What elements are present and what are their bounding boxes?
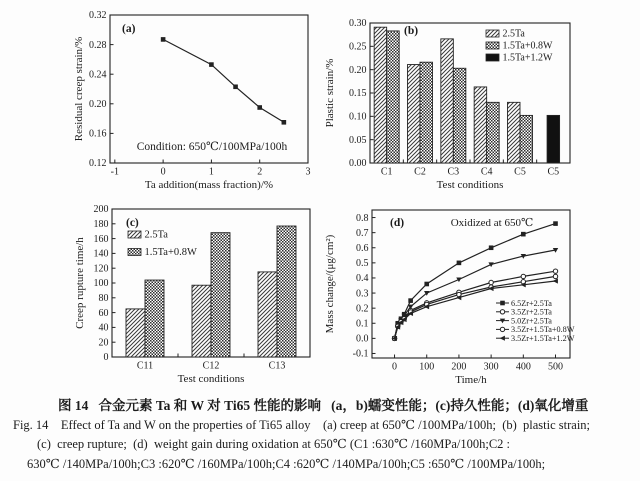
x-tick-label: 100 (419, 361, 435, 373)
x-tick-label: 0 (160, 166, 166, 178)
bar-C5-1.5Ta+1.2W (547, 115, 560, 163)
y-axis-label: Residual creep strain/% (73, 36, 85, 142)
figure-caption (0, 396, 640, 474)
circle-marker (553, 269, 557, 273)
x-category-label: C5 (514, 166, 526, 178)
legend-label: 6.5Zr+2.5Ta (511, 298, 552, 308)
x-axis-label: Ta addition(mass fraction)/% (144, 179, 274, 191)
y-tick-label: 0.20 (349, 64, 367, 76)
x-category-label: C12 (202, 360, 220, 372)
x-tick-label: 1 (208, 166, 214, 178)
bar-C4-1.5Ta+0.8W (487, 102, 500, 163)
square-marker (257, 105, 262, 110)
square-marker (233, 84, 238, 89)
x-category-label: C5 (547, 166, 560, 178)
y-tick-label: 0 (103, 352, 109, 364)
legend-swatch-1.5Ta+0.8W (486, 42, 499, 49)
x-category-label: C2 (414, 166, 426, 178)
y-tick-label: 0.4 (356, 273, 369, 285)
y-tick-label: 0.12 (89, 158, 107, 170)
chart-panel-c-creep-rupture (0, 196, 320, 392)
y-tick-label: -0.1 (352, 348, 369, 360)
y-tick-label: 0.10 (349, 111, 367, 123)
square-marker (408, 298, 413, 303)
y-tick-label: 180 (93, 219, 109, 230)
y-tick-label: 0.24 (89, 69, 107, 81)
legend-swatch-1.5Ta+0.8W (128, 249, 141, 256)
bar-C12-1.5Ta+0.8W (211, 233, 230, 357)
circle-marker (500, 327, 504, 331)
y-tick-label: 80 (98, 293, 109, 304)
x-category-label: C3 (447, 166, 460, 178)
panel-label-a: (a) (122, 23, 136, 35)
bar-C4-2.5Ta (474, 87, 487, 163)
y-tick-label: 100 (93, 278, 109, 290)
y-tick-label: 0.6 (356, 242, 369, 254)
y-tick-label: 200 (93, 204, 109, 216)
legend-label: 2.5Ta (144, 229, 168, 241)
y-tick-label: 0.1 (356, 318, 369, 330)
y-tick-label: 0.15 (349, 88, 367, 100)
annotation-d: Oxidized at 650℃ (450, 217, 534, 229)
legend-label: 3.5Zr+1.5Ta+0.8W (511, 325, 575, 335)
circle-marker (521, 274, 525, 278)
chart-svg-b (320, 0, 640, 196)
x-category-label: C1 (380, 166, 393, 178)
y-tick-label: 0.16 (89, 128, 107, 140)
square-marker (209, 62, 214, 67)
y-tick-label: 120 (93, 263, 109, 275)
legend-label: 3.5Zr+1.5Ta+1.2W (511, 334, 575, 343)
x-axis-label: Test conditions (177, 373, 245, 385)
y-tick-label: 40 (98, 322, 109, 334)
legend-label: 2.5Ta (502, 28, 525, 40)
bar-C11-2.5Ta (126, 309, 145, 357)
bar-C13-1.5Ta+0.8W (277, 226, 296, 357)
square-marker (161, 37, 166, 42)
legend-swatch-1.5Ta+1.2W (486, 54, 499, 61)
chart-panel-b-plastic-strain (320, 0, 640, 196)
square-marker (500, 301, 505, 306)
y-tick-label: 0.3 (356, 288, 369, 300)
chart-svg-d (320, 196, 640, 392)
bar-C12-2.5Ta (192, 285, 211, 357)
circle-marker (489, 280, 493, 284)
legend-swatch-2.5Ta (486, 30, 499, 37)
bar-C3-2.5Ta (441, 39, 454, 163)
x-axis-label: Time/h (455, 374, 487, 386)
triangle-left-marker (553, 278, 558, 283)
chart-panel-d-oxidation (320, 196, 640, 392)
panel-label-c: (c) (126, 217, 139, 229)
bar-C1-2.5Ta (374, 27, 387, 163)
y-axis-label: Mass change/(μg/cm²) (324, 234, 336, 334)
x-category-label: C4 (480, 166, 493, 178)
chart-svg-c (0, 196, 320, 392)
legend-swatch-2.5Ta (128, 231, 141, 238)
bar-C5-2.5Ta (508, 102, 521, 163)
y-tick-label: 0.20 (89, 99, 107, 110)
y-tick-label: 140 (93, 248, 109, 260)
y-tick-label: 20 (98, 337, 109, 349)
caption-line-chinese: 图 14 合金元素 Ta 和 W 对 Ti65 性能的影响 (a，b)蠕变性能；(c)持久性能；(d)氧化增重 (58, 398, 589, 413)
caption-line-english-3: 630℃ /140MPa/100h;C3 :620℃ /160MPa/100h;C4 :620℃ /140MPa/100h;C5 :650℃ /100MPa/100h; (27, 456, 546, 471)
legend-label: 1.5Ta+1.2W (502, 52, 553, 64)
square-marker (521, 232, 526, 237)
x-tick-label: 300 (483, 361, 499, 373)
annotation-a: Condition: 650℃/100MPa/100h (136, 141, 288, 153)
bar-C5-1.5Ta+0.8W (520, 115, 533, 163)
square-marker (424, 282, 429, 287)
triangle-left-marker (500, 336, 505, 341)
bar-C2-1.5Ta+0.8W (420, 62, 433, 163)
caption-line-english-2: (c) creep rupture; (d) weight gain during oxidation at 650℃ (C1 :630℃ /160MPa/100h;C2 : (37, 437, 511, 451)
circle-marker (553, 274, 557, 278)
x-tick-label: 400 (515, 361, 531, 373)
panel-label-b: (b) (404, 25, 419, 37)
y-axis-label: Creep rupture time/h (74, 237, 86, 329)
bar-C11-1.5Ta+0.8W (145, 280, 164, 357)
bar-C2-2.5Ta (408, 65, 421, 163)
y-tick-label: 0.00 (349, 158, 367, 170)
y-tick-label: 60 (98, 307, 109, 319)
bar-C1-1.5Ta+0.8W (387, 31, 400, 163)
y-tick-label: 0.8 (356, 212, 369, 224)
square-marker (553, 221, 558, 226)
y-tick-label: 0.7 (356, 227, 369, 239)
y-tick-label: 0.30 (349, 18, 367, 30)
caption-line-english-1: Fig. 14 Effect of Ta and W on the properties of Ti65 alloy (a) creep at 650℃ /100MPa/100h; (b) plastic strain; (13, 417, 591, 432)
y-tick-label: 0.05 (349, 134, 367, 146)
legend-label: 1.5Ta+0.8W (144, 247, 197, 258)
x-tick-label: 2 (257, 166, 263, 178)
y-tick-label: 0.28 (89, 39, 107, 51)
y-tick-label: 0.2 (356, 303, 369, 315)
bar-C3-1.5Ta+0.8W (453, 68, 466, 163)
x-axis-label: Test conditions (436, 179, 504, 191)
y-axis-label: Plastic strain/% (324, 58, 336, 128)
chart-panel-a-creep-strain (0, 0, 320, 196)
x-tick-label: 3 (305, 166, 311, 178)
bar-C13-2.5Ta (258, 272, 277, 357)
x-category-label: C13 (268, 360, 286, 372)
x-tick-label: 0 (392, 361, 398, 373)
y-tick-label: 0.32 (89, 10, 107, 22)
legend-label: 1.5Ta+0.8W (502, 40, 553, 52)
y-tick-label: 0.5 (356, 258, 369, 270)
legend-label: 5.0Zr+2.5Ta (511, 316, 552, 326)
panel-label-d: (d) (390, 217, 405, 229)
legend-label: 3.5Zr+2.5Ta (511, 307, 552, 317)
square-marker (489, 245, 494, 250)
y-tick-label: 160 (93, 233, 109, 245)
y-tick-label: 0.25 (349, 41, 367, 53)
square-marker (457, 261, 462, 266)
series-line-residual creep strain (163, 39, 284, 122)
circle-marker (500, 310, 504, 314)
x-tick-label: -1 (110, 166, 120, 178)
x-category-label: C11 (136, 360, 154, 372)
y-tick-label: 0.0 (356, 333, 369, 345)
chart-svg-a (0, 0, 320, 196)
x-tick-label: 500 (548, 361, 564, 373)
x-tick-label: 200 (451, 361, 467, 373)
square-marker (282, 120, 287, 125)
